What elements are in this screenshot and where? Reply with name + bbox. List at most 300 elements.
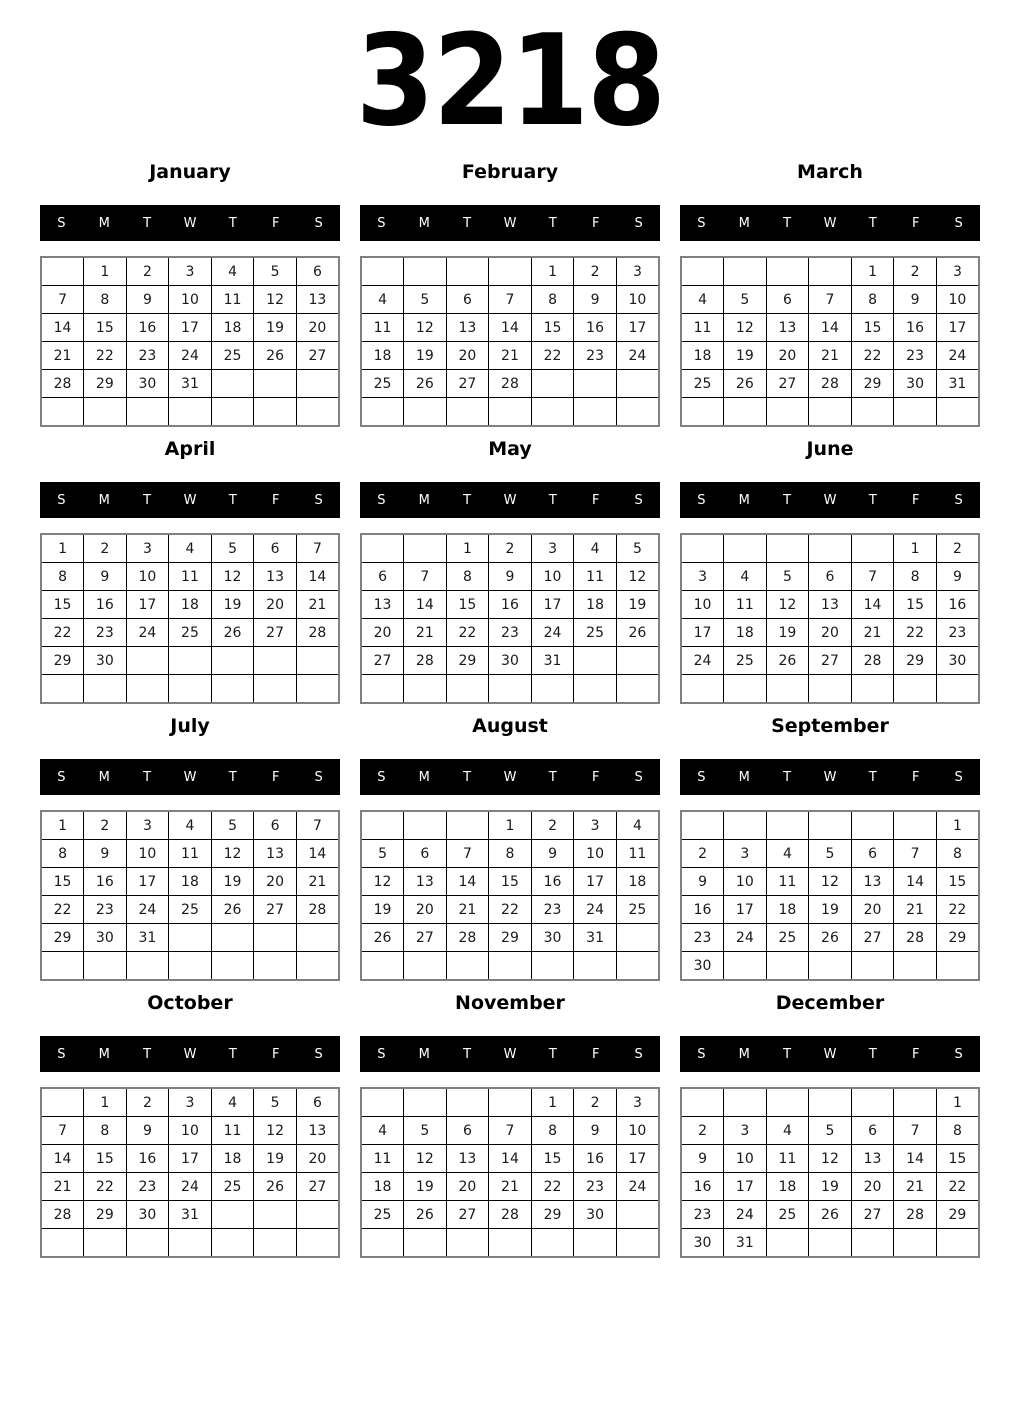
empty-cell (211, 924, 254, 952)
day-cell: 2 (126, 257, 169, 286)
day-cell: 23 (84, 619, 127, 647)
weekday-label: W (823, 1046, 837, 1062)
day-cell: 28 (851, 647, 894, 675)
day-cell: 26 (254, 1173, 297, 1201)
empty-cell (531, 952, 574, 981)
empty-cell (851, 534, 894, 563)
day-cell: 28 (489, 370, 532, 398)
day-cell: 25 (766, 924, 809, 952)
day-cell: 28 (894, 1201, 937, 1229)
week-row (681, 1117, 979, 1145)
week-row (361, 896, 659, 924)
day-cell: 4 (361, 1117, 404, 1145)
empty-cell (446, 1088, 489, 1117)
empty-cell (724, 398, 767, 427)
weekday-label: S (634, 1046, 643, 1062)
day-cell: 9 (574, 1117, 617, 1145)
week-row (681, 1201, 979, 1229)
month-name: November (455, 992, 565, 1014)
day-cell: 11 (574, 563, 617, 591)
day-cell: 1 (531, 1088, 574, 1117)
week-row (681, 563, 979, 591)
day-cell: 26 (404, 1201, 447, 1229)
day-cell: 4 (211, 257, 254, 286)
day-cell: 6 (809, 563, 852, 591)
day-cell: 27 (851, 1201, 894, 1229)
day-cell: 10 (681, 591, 724, 619)
day-cell: 15 (84, 1145, 127, 1173)
week-row (361, 370, 659, 398)
week-row (681, 314, 979, 342)
day-cell: 26 (211, 619, 254, 647)
day-cell: 29 (41, 924, 84, 952)
day-cell: 6 (361, 563, 404, 591)
day-cell: 3 (724, 1117, 767, 1145)
day-cell: 14 (446, 868, 489, 896)
day-cell: 13 (254, 563, 297, 591)
weekday-header (680, 205, 980, 241)
week-row (41, 868, 339, 896)
day-cell: 8 (84, 1117, 127, 1145)
day-cell: 6 (446, 1117, 489, 1145)
empty-cell (41, 1088, 84, 1117)
day-cell: 19 (361, 896, 404, 924)
day-cell: 11 (616, 840, 659, 868)
day-cell: 15 (446, 591, 489, 619)
empty-cell (894, 1229, 937, 1258)
weekday-label: W (503, 1046, 517, 1062)
month-name: May (488, 438, 532, 460)
day-cell: 28 (296, 896, 339, 924)
day-cell: 7 (489, 286, 532, 314)
day-cell: 8 (936, 840, 979, 868)
day-cell: 24 (936, 342, 979, 370)
day-cell: 4 (766, 840, 809, 868)
day-cell: 11 (169, 563, 212, 591)
week-row (41, 952, 339, 981)
empty-cell (126, 1229, 169, 1258)
weekday-label: T (463, 215, 472, 231)
day-cell: 2 (936, 534, 979, 563)
week-row (41, 924, 339, 952)
week-row (681, 591, 979, 619)
day-cell: 21 (296, 591, 339, 619)
weekday-label: W (823, 215, 837, 231)
weekday-label: T (228, 215, 237, 231)
week-row (41, 1229, 339, 1258)
day-cell: 10 (724, 868, 767, 896)
week-row (41, 840, 339, 868)
day-cell: 9 (489, 563, 532, 591)
weekday-label: T (463, 492, 472, 508)
day-cell: 3 (724, 840, 767, 868)
day-cell: 8 (446, 563, 489, 591)
day-cell: 4 (724, 563, 767, 591)
week-row (361, 675, 659, 704)
day-cell: 8 (531, 286, 574, 314)
day-cell: 23 (531, 896, 574, 924)
week-row (361, 924, 659, 952)
weekday-label: M (738, 215, 750, 231)
day-cell: 8 (489, 840, 532, 868)
day-cell: 4 (681, 286, 724, 314)
day-cell: 10 (531, 563, 574, 591)
week-row (41, 591, 339, 619)
week-row (681, 924, 979, 952)
week-row (681, 1173, 979, 1201)
empty-cell (404, 811, 447, 840)
day-cell: 24 (169, 342, 212, 370)
empty-cell (681, 257, 724, 286)
empty-cell (616, 1229, 659, 1258)
day-cell: 5 (254, 1088, 297, 1117)
month-name: July (170, 715, 210, 737)
day-cell: 1 (936, 811, 979, 840)
weekday-header (40, 1036, 340, 1072)
day-cell: 17 (616, 1145, 659, 1173)
day-cell: 31 (126, 924, 169, 952)
day-cell: 5 (404, 1117, 447, 1145)
day-cell: 7 (41, 286, 84, 314)
day-cell: 13 (446, 314, 489, 342)
day-cell: 17 (169, 314, 212, 342)
weekday-label: T (143, 1046, 152, 1062)
empty-cell (404, 1088, 447, 1117)
day-cell: 23 (681, 1201, 724, 1229)
empty-cell (169, 647, 212, 675)
empty-cell (616, 370, 659, 398)
day-cell: 11 (169, 840, 212, 868)
week-row (361, 840, 659, 868)
day-cell: 11 (766, 1145, 809, 1173)
day-cell: 21 (851, 619, 894, 647)
day-cell: 1 (531, 257, 574, 286)
day-cell: 21 (41, 342, 84, 370)
empty-cell (41, 257, 84, 286)
empty-cell (531, 1229, 574, 1258)
day-cell: 13 (296, 1117, 339, 1145)
day-cell: 23 (936, 619, 979, 647)
day-cell: 30 (531, 924, 574, 952)
day-cell: 26 (766, 647, 809, 675)
day-cell: 27 (446, 370, 489, 398)
day-cell: 15 (894, 591, 937, 619)
weekday-label: F (911, 492, 920, 508)
empty-cell (296, 1201, 339, 1229)
empty-cell (361, 811, 404, 840)
empty-cell (894, 1088, 937, 1117)
day-cell: 14 (489, 1145, 532, 1173)
week-row (681, 868, 979, 896)
empty-cell (489, 952, 532, 981)
day-cell: 20 (851, 896, 894, 924)
day-cell: 27 (254, 619, 297, 647)
day-cell: 12 (404, 1145, 447, 1173)
weekday-label: M (418, 1046, 430, 1062)
day-cell: 3 (936, 257, 979, 286)
day-cell: 21 (489, 1173, 532, 1201)
day-cell: 30 (126, 370, 169, 398)
day-cell: 30 (681, 1229, 724, 1258)
empty-cell (126, 952, 169, 981)
month-name: June (806, 438, 854, 460)
day-cell: 22 (84, 342, 127, 370)
weekday-label: W (823, 769, 837, 785)
weekday-label: T (548, 492, 557, 508)
month-name: April (164, 438, 216, 460)
empty-cell (296, 647, 339, 675)
empty-cell (574, 398, 617, 427)
day-cell: 20 (254, 591, 297, 619)
day-cell: 27 (809, 647, 852, 675)
empty-cell (296, 952, 339, 981)
empty-cell (84, 398, 127, 427)
day-cell: 29 (41, 647, 84, 675)
day-cell: 2 (84, 811, 127, 840)
weekday-label: T (783, 769, 792, 785)
month-may (360, 433, 660, 704)
day-cell: 6 (254, 811, 297, 840)
day-cell: 18 (211, 1145, 254, 1173)
empty-cell (766, 1088, 809, 1117)
empty-cell (404, 398, 447, 427)
empty-cell (404, 1229, 447, 1258)
day-cell: 20 (254, 868, 297, 896)
empty-cell (169, 675, 212, 704)
day-cell: 11 (211, 1117, 254, 1145)
empty-cell (851, 675, 894, 704)
week-row (681, 1229, 979, 1258)
day-cell: 27 (404, 924, 447, 952)
weekday-label: T (783, 492, 792, 508)
day-cell: 27 (254, 896, 297, 924)
day-cell: 15 (936, 1145, 979, 1173)
empty-cell (296, 1229, 339, 1258)
weekday-label: M (738, 1046, 750, 1062)
day-cell: 16 (681, 896, 724, 924)
month-grid (360, 810, 660, 981)
weekday-label: F (271, 492, 280, 508)
weekday-header (360, 759, 660, 795)
weekday-label: S (314, 492, 323, 508)
day-cell: 30 (126, 1201, 169, 1229)
empty-cell (361, 398, 404, 427)
weekday-label: S (634, 215, 643, 231)
empty-cell (809, 811, 852, 840)
month-grid (40, 533, 340, 704)
weekday-label: S (377, 492, 386, 508)
day-cell: 25 (681, 370, 724, 398)
day-cell: 2 (574, 1088, 617, 1117)
month-name: March (797, 161, 863, 183)
empty-cell (84, 1229, 127, 1258)
day-cell: 3 (126, 534, 169, 563)
day-cell: 2 (531, 811, 574, 840)
empty-cell (169, 1229, 212, 1258)
day-cell: 22 (41, 896, 84, 924)
day-cell: 25 (724, 647, 767, 675)
day-cell: 9 (126, 1117, 169, 1145)
weekday-label: T (783, 1046, 792, 1062)
day-cell: 18 (574, 591, 617, 619)
day-cell: 13 (809, 591, 852, 619)
day-cell: 26 (809, 1201, 852, 1229)
empty-cell (724, 675, 767, 704)
empty-cell (446, 398, 489, 427)
day-cell: 29 (936, 924, 979, 952)
day-cell: 24 (616, 1173, 659, 1201)
weekday-header (360, 482, 660, 518)
empty-cell (446, 1229, 489, 1258)
day-cell: 5 (809, 1117, 852, 1145)
weekday-label: S (314, 215, 323, 231)
empty-cell (766, 398, 809, 427)
weekday-label: M (418, 492, 430, 508)
week-row (41, 286, 339, 314)
day-cell: 19 (254, 314, 297, 342)
day-cell: 3 (531, 534, 574, 563)
weekday-label: S (377, 769, 386, 785)
weekday-header (40, 482, 340, 518)
day-cell: 8 (84, 286, 127, 314)
day-cell: 19 (404, 342, 447, 370)
weekday-label: W (183, 769, 197, 785)
empty-cell (809, 952, 852, 981)
weekday-label: F (591, 1046, 600, 1062)
day-cell: 18 (169, 591, 212, 619)
empty-cell (404, 257, 447, 286)
day-cell: 23 (126, 1173, 169, 1201)
day-cell: 5 (809, 840, 852, 868)
week-row (41, 1088, 339, 1117)
week-row (681, 840, 979, 868)
week-row (681, 286, 979, 314)
day-cell: 26 (211, 896, 254, 924)
weekday-label: S (954, 769, 963, 785)
day-cell: 7 (296, 534, 339, 563)
empty-cell (84, 675, 127, 704)
day-cell: 24 (169, 1173, 212, 1201)
day-cell: 21 (41, 1173, 84, 1201)
week-row (361, 952, 659, 981)
day-cell: 19 (616, 591, 659, 619)
day-cell: 21 (446, 896, 489, 924)
day-cell: 7 (894, 840, 937, 868)
empty-cell (446, 675, 489, 704)
day-cell: 14 (41, 314, 84, 342)
day-cell: 28 (446, 924, 489, 952)
empty-cell (894, 952, 937, 981)
day-cell: 8 (41, 840, 84, 868)
day-cell: 6 (851, 840, 894, 868)
day-cell: 23 (574, 342, 617, 370)
day-cell: 9 (681, 1145, 724, 1173)
empty-cell (404, 675, 447, 704)
day-cell: 12 (404, 314, 447, 342)
empty-cell (809, 1229, 852, 1258)
week-row (41, 896, 339, 924)
day-cell: 7 (446, 840, 489, 868)
day-cell: 27 (361, 647, 404, 675)
day-cell: 2 (681, 1117, 724, 1145)
empty-cell (211, 675, 254, 704)
week-row (41, 257, 339, 286)
day-cell: 28 (489, 1201, 532, 1229)
month-july (40, 710, 340, 981)
day-cell: 22 (851, 342, 894, 370)
empty-cell (84, 952, 127, 981)
day-cell: 16 (126, 314, 169, 342)
day-cell: 16 (84, 868, 127, 896)
day-cell: 27 (851, 924, 894, 952)
empty-cell (809, 1088, 852, 1117)
day-cell: 2 (574, 257, 617, 286)
week-row (41, 370, 339, 398)
empty-cell (296, 675, 339, 704)
day-cell: 7 (851, 563, 894, 591)
weekday-label: S (954, 215, 963, 231)
day-cell: 3 (681, 563, 724, 591)
day-cell: 28 (404, 647, 447, 675)
empty-cell (489, 1229, 532, 1258)
empty-cell (296, 370, 339, 398)
day-cell: 9 (894, 286, 937, 314)
weekday-label: F (911, 215, 920, 231)
day-cell: 19 (254, 1145, 297, 1173)
day-cell: 12 (809, 868, 852, 896)
day-cell: 24 (574, 896, 617, 924)
day-cell: 30 (681, 952, 724, 981)
week-row (41, 342, 339, 370)
empty-cell (41, 675, 84, 704)
day-cell: 8 (936, 1117, 979, 1145)
day-cell: 30 (574, 1201, 617, 1229)
weekday-label: S (314, 1046, 323, 1062)
day-cell: 12 (616, 563, 659, 591)
weekday-label: M (98, 1046, 110, 1062)
day-cell: 17 (531, 591, 574, 619)
day-cell: 14 (41, 1145, 84, 1173)
day-cell: 17 (681, 619, 724, 647)
day-cell: 16 (681, 1173, 724, 1201)
day-cell: 24 (724, 924, 767, 952)
empty-cell (574, 370, 617, 398)
day-cell: 18 (766, 1173, 809, 1201)
empty-cell (211, 398, 254, 427)
day-cell: 28 (296, 619, 339, 647)
weekday-label: T (463, 769, 472, 785)
week-row (361, 314, 659, 342)
day-cell: 20 (404, 896, 447, 924)
empty-cell (41, 1229, 84, 1258)
empty-cell (446, 811, 489, 840)
empty-cell (851, 1088, 894, 1117)
empty-cell (254, 1201, 297, 1229)
month-name: September (771, 715, 889, 737)
empty-cell (169, 398, 212, 427)
empty-cell (724, 952, 767, 981)
day-cell: 3 (169, 1088, 212, 1117)
day-cell: 5 (404, 286, 447, 314)
empty-cell (361, 534, 404, 563)
weekday-label: F (911, 1046, 920, 1062)
day-cell: 10 (169, 286, 212, 314)
day-cell: 14 (404, 591, 447, 619)
empty-cell (894, 398, 937, 427)
day-cell: 4 (616, 811, 659, 840)
day-cell: 22 (531, 342, 574, 370)
day-cell: 22 (894, 619, 937, 647)
